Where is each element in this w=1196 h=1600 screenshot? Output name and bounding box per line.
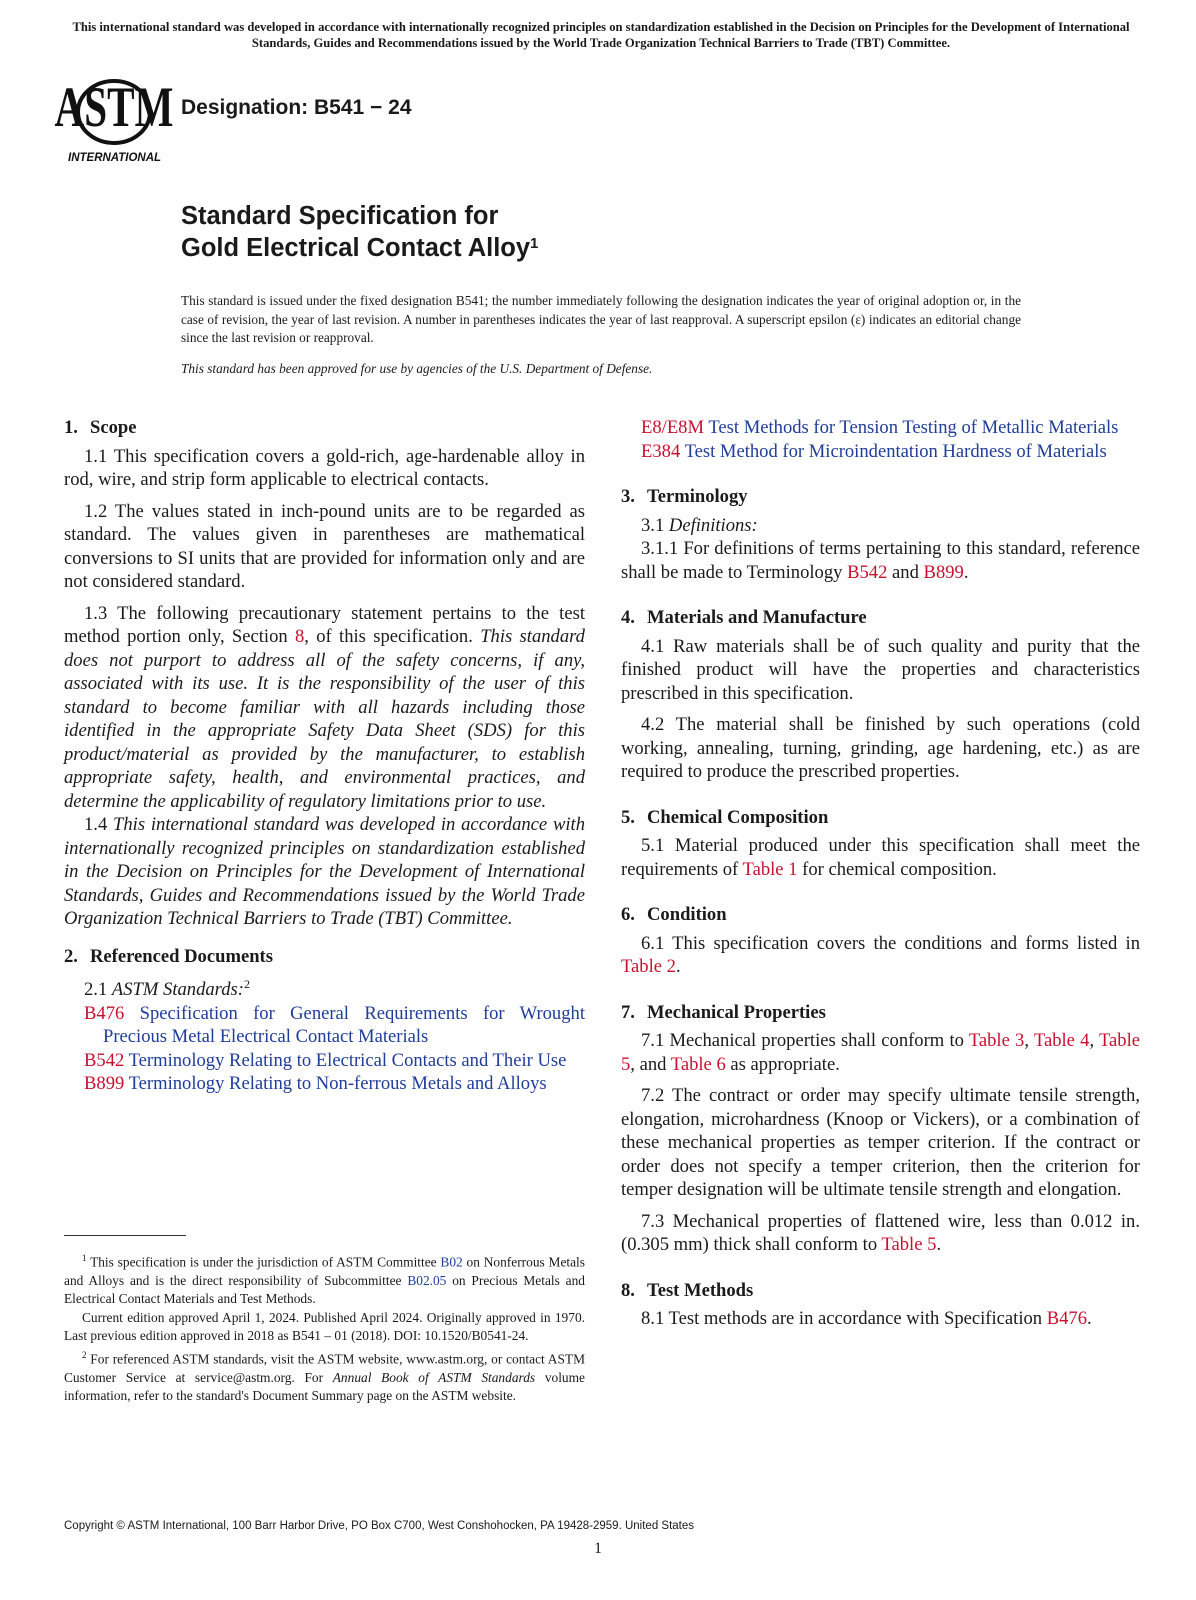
title-line-2 [181,232,538,264]
paragraph-8-1: 8.1 Test methods are in accordance with Specification B476. [641,1308,1092,1329]
left-column [64,416,585,1096]
paragraph-3-1: 3.1 Definitions: [641,514,758,536]
paragraph-4-2: 4.2 The material shall be finished by such operations (cold working, annealing, turning, grinding, age hardening, etc.) as are required to produce the prescribed properties. [621,714,1140,782]
title-line-2-text: Gold Electrical Contact Alloy [181,234,531,262]
table-2-link[interactable]: Table 2 [621,956,676,977]
section-heading-materials: 4. Materials and Manufacture [621,607,867,628]
footnote-1-edition: Current edition approved April 1, 2024. Published April 2024. Originally approved in 1970. Last previous edition approved in 2018 as B541 – 01 (2018). DOI: 10.1520/B0541-24. [64,1309,585,1344]
ref-e384[interactable]: E384 Test Method for Microindentation Hardness of Materials [641,440,1107,462]
paragraph-1-2: 1.2 The values stated in inch-pound units are to be regarded as standard. The values given in parentheses are mathematical conversions to SI units that are provided for information only and are not considered standard. [64,500,585,592]
issued-note: This standard is issued under the fixed designation B541; the number immediately following the designation indicates the year of original adoption or, in the case of revision, the year of last revision. A number in parentheses indicates the year of last reapproval. A superscript epsilon (ε) indicates an editorial change since the last revision or reapproval. [181,293,1021,345]
paragraph-1-3: 1.3 The following precautionary statement pertains to the test method portion only, Section 8, of this specification. This standard does not purport to address all of the safety concerns, if any, associated with its use. It is the responsibility of the user of this standard to become familiar with all hazards including those identified in the appropriate Safety Data Sheet (SDS) for this product/material as provided by the manufacturer, to establish appropriate safety, health, and environmental practices, and determine the applicability of regulatory limitations prior to use. [64,602,585,812]
section-heading-scope: 1. Scope [64,417,137,438]
title-footnote-mark: 1 [530,235,539,252]
dod-note: This standard has been approved for use by agencies of the U.S. Department of Defense. [181,361,653,376]
paragraph-3-1-1: 3.1.1 For definitions of terms pertaining to this standard, reference shall be made to Terminology B542 and B899. [621,538,1140,583]
astm-standards-label: 2.1 ASTM Standards:$^2$ [84,977,250,1001]
footnote-divider [64,1235,186,1236]
astm-logo [54,72,174,168]
table-5-link-2[interactable]: Table 5 [881,1234,937,1255]
b476-link[interactable]: B476 [1046,1308,1088,1329]
section-8-link[interactable]: 8 [295,626,305,647]
b542-link[interactable]: B542 [847,561,888,583]
logo-international-text: INTERNATIONAL [68,152,162,164]
right-column [621,416,1140,1339]
paragraph-1-4: 1.4 This international standard was developed in accordance with internationally recognized principles on standardization established in the Decision on Principles for the Development of International Standards, Guides and Recommendations issued by the World Trade Organization Technical Barriers to Trade (TBT) Committee. [64,814,586,929]
paragraph-7-1: 7.1 Mechanical properties shall conform to Table 3, Table 4, Table 5, and Table 6 as appropriate. [621,1030,1140,1075]
section-heading-mechanical: 7. Mechanical Properties [621,1001,826,1023]
paragraph-5-1: 5.1 Material produced under this specification shall meet the requirements of Table 1 for chemical composition. [621,835,1140,880]
footnotes [64,1249,585,1406]
footnote-1: $^1$ This specification is under the jurisdiction of ASTM Committee B02 on Nonferrous Metals and Alloys and is the direct responsibility of Subcommittee B02.05 on Precious Metals and Electrical Contact Materials and Test Methods. [64,1253,585,1307]
table-6-link[interactable]: Table 6 [670,1053,726,1075]
page-number: 1 [594,1540,602,1557]
b899-link[interactable]: B899 [923,561,964,583]
ref-b899[interactable]: B899 Terminology Relating to Non-ferrous Metals and Alloys [84,1073,547,1095]
designation: Designation: B541 − 24 [181,96,412,119]
ref-b542[interactable]: B542 Terminology Relating to Electrical Contacts and Their Use [84,1049,567,1071]
svg-text:ASTM: ASTM [54,75,174,139]
section-heading-chemical: 5. Chemical Composition [621,806,829,828]
table-1-link[interactable]: Table 1 [742,858,798,880]
title-line-1: Standard Specification for [181,202,499,230]
b02-05-link[interactable]: B02.05 [407,1272,447,1288]
paragraph-4-1: 4.1 Raw materials shall be of such quality and purity that the finished product will have the properties and characteristics prescribed in this specification. [621,635,1140,704]
b02-link[interactable]: B02 [440,1254,463,1270]
copyright: Copyright © ASTM International, 100 Barr Harbor Drive, PO Box C700, West Conshohocken, PA 19428-2959. United States [64,1520,695,1532]
wto-notice: This international standard was developed in accordance with internationally recognized principles on standardization established in the Decision on Principles for the Development of International Standards, Guides and Recommendations issued by the World Trade Organization Technical Barriers to Trade (TBT) Committee. [72,20,1130,50]
table-5-link[interactable]: Table 5 [621,1030,1140,1075]
section-heading-referenced-documents: 2. Referenced Documents [64,945,273,967]
paragraph-1-1: 1.1 This specification covers a gold-rich, age-hardenable alloy in rod, wire, and strip form applicable to electrical contacts. [64,445,585,490]
paragraph-7-3: 7.3 Mechanical properties of flattened wire, less than 0.012 in. (0.305 mm) thick shall conform to Table 5. [621,1210,1140,1255]
footnote-2: $^2$ For referenced ASTM standards, visit the ASTM website, www.astm.org, or contact ASTM Customer Service at service@astm.org. For Annual Book of ASTM Standards volume information, refer to the standard's Document Summary page on the ASTM website. [64,1349,585,1404]
section-heading-test-methods: 8. Test Methods [621,1279,754,1301]
table-3-link[interactable]: Table 3 [968,1030,1025,1051]
table-4-link[interactable]: Table 4 [1033,1030,1090,1051]
section-heading-condition: 6. Condition [621,904,727,925]
section-heading-terminology: 3. Terminology [621,486,748,507]
ref-b476[interactable]: B476 Specification for General Requirements for Wrought Precious Metal Electrical Contact Materials [84,1002,585,1048]
document-title [181,200,538,264]
paragraph-7-2: 7.2 The contract or order may specify ultimate tensile strength, elongation, microhardness (Knoop or Vickers), or a combination of these mechanical properties as temper criterion. If the contract or order does not specify a temper criterion, then the criterion for temper designation will be ultimate tensile strength and elongation. [621,1085,1140,1200]
ref-e8-e8m[interactable]: E8/E8M Test Methods for Tension Testing of Metallic Materials [641,417,1119,438]
paragraph-6-1: 6.1 This specification covers the conditions and forms listed in Table 2. [621,932,1140,977]
